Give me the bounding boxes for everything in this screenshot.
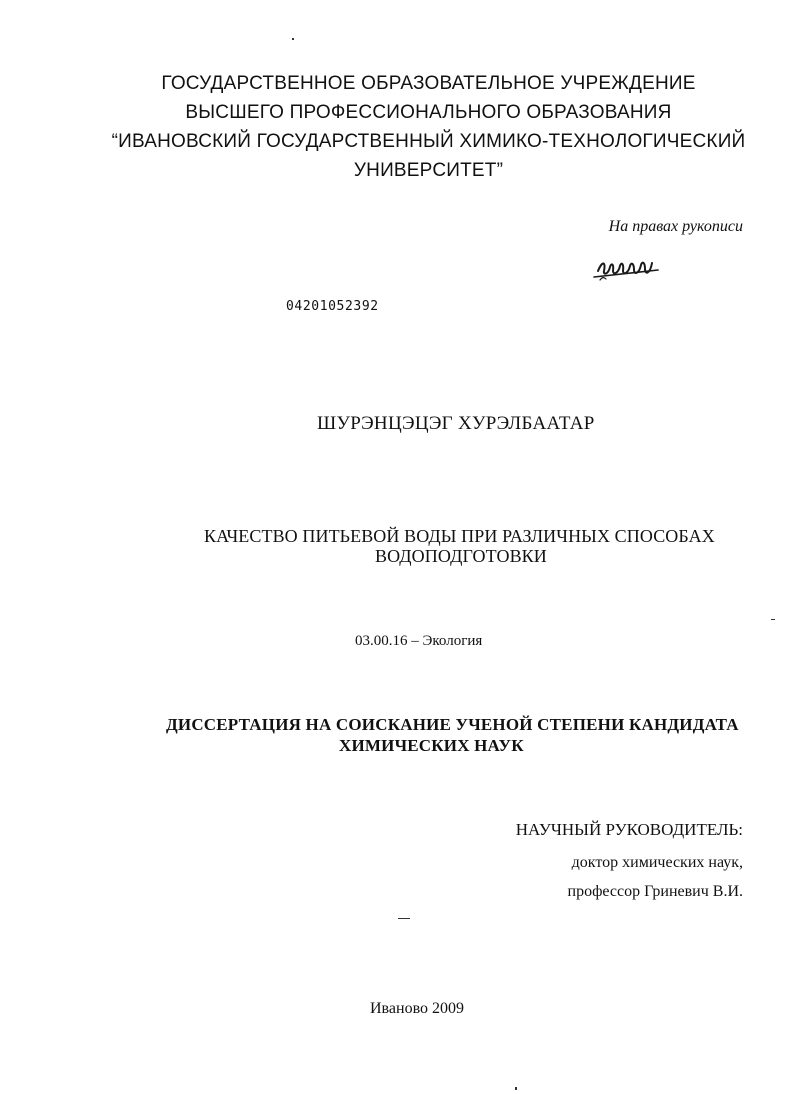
- supervisor-heading: НАУЧНЫЙ РУКОВОДИТЕЛЬ:: [515, 820, 743, 839]
- supervisor-name: профессор Гриневич В.И.: [567, 883, 743, 900]
- specialty-code: 03.00.16 – Экология: [355, 633, 483, 649]
- dissertation-type-line-1: ДИССЕРТАЦИЯ НА СОИСКАНИЕ УЧЕНОЙ СТЕПЕНИ КАНДИДАТА: [166, 715, 739, 734]
- scan-speck: [515, 1087, 517, 1090]
- institution-line-4: УНИВЕРСИТЕТ”: [353, 160, 504, 181]
- author-signature: [592, 253, 664, 283]
- author-name: ШУРЭНЦЭЦЭГ ХУРЭЛБААТАР: [317, 413, 595, 434]
- scan-speck: [771, 619, 775, 620]
- city-year: Иваново 2009: [370, 1000, 465, 1017]
- thesis-title-line-1: КАЧЕСТВО ПИТЬЕВОЙ ВОДЫ ПРИ РАЗЛИЧНЫХ СПОСОБАХ: [204, 526, 715, 546]
- manuscript-rights-note: На правах рукописи: [608, 218, 743, 235]
- dissertation-type-line-2: ХИМИЧЕСКИХ НАУК: [339, 736, 524, 755]
- scan-speck: [398, 918, 410, 919]
- scan-speck: [292, 38, 294, 40]
- supervisor-degree: доктор химических наук,: [571, 854, 743, 871]
- thesis-title-line-2: ВОДОПОДГОТОВКИ: [375, 546, 547, 566]
- document-code: 04201052392: [286, 299, 379, 314]
- institution-line-2: ВЫСШЕГО ПРОФЕССИОНАЛЬНОГО ОБРАЗОВАНИЯ: [185, 102, 672, 123]
- institution-line-1: ГОСУДАРСТВЕННОЕ ОБРАЗОВАТЕЛЬНОЕ УЧРЕЖДЕНИЕ: [161, 73, 696, 94]
- institution-line-3: “ИВАНОВСКИЙ ГОСУДАРСТВЕННЫЙ ХИМИКО-ТЕХНОЛОГИЧЕСКИЙ: [111, 131, 746, 152]
